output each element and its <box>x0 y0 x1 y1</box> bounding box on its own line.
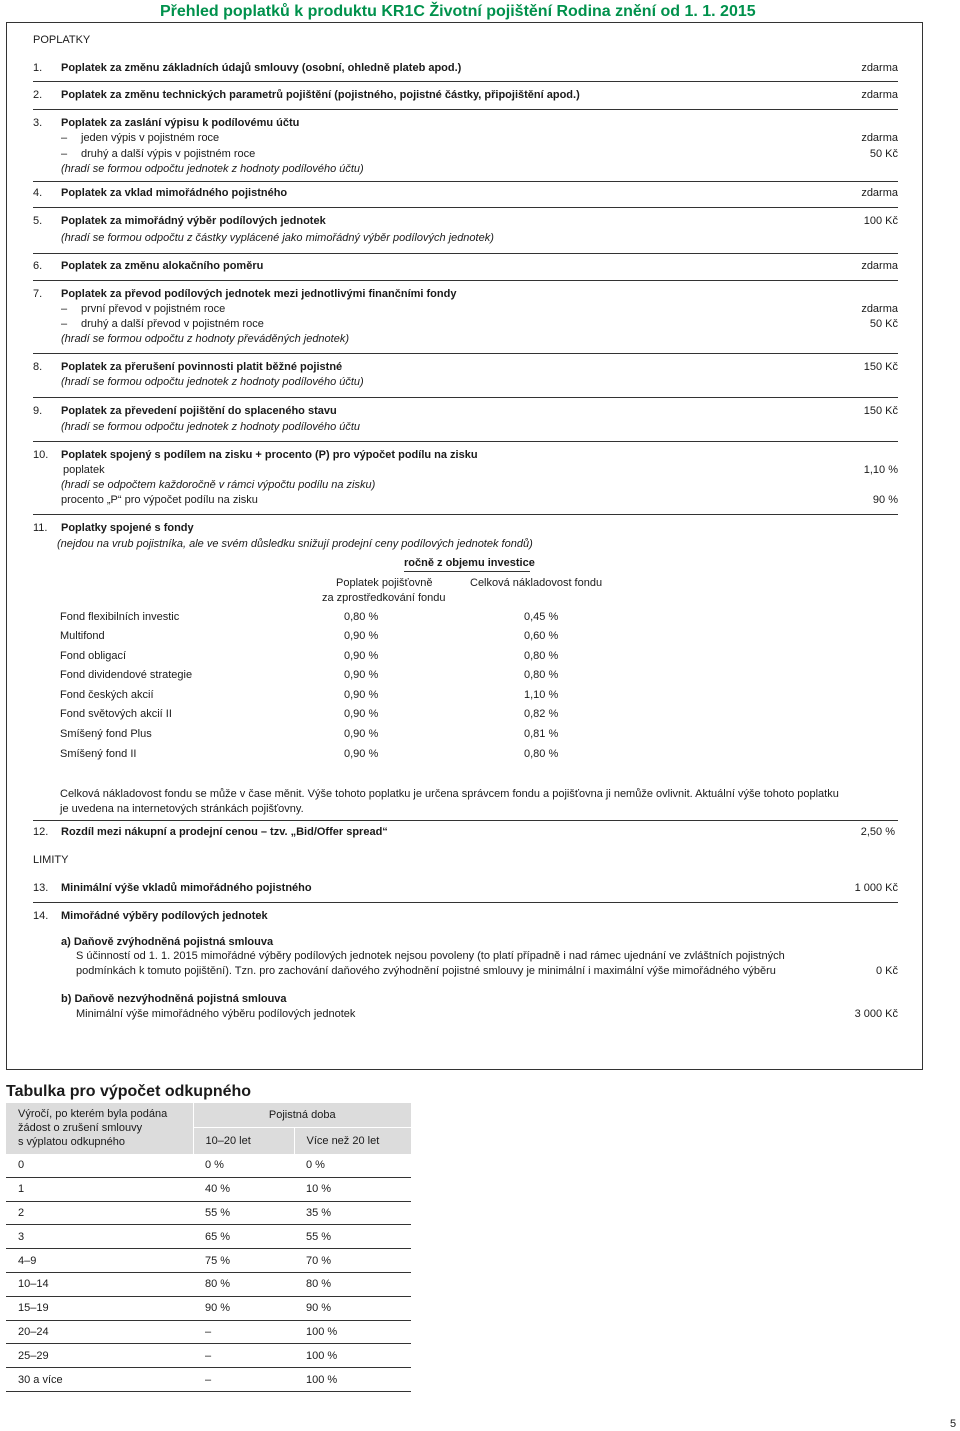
anniversary-cell: 30 a více <box>6 1368 193 1392</box>
fee-label: Poplatek za změnu technických parametrů pojištění (pojistného, pojistné částky, připojištění apod.) <box>61 89 580 101</box>
anniversary-cell: 20–24 <box>6 1320 193 1344</box>
fee-number: 12. <box>33 826 49 838</box>
fund-total: 1,10 % <box>524 689 559 701</box>
page-title: Přehled poplatků k produktu KR1C Životní pojištění Rodina znění od 1. 1. 2015 <box>160 3 756 20</box>
divider <box>33 280 898 281</box>
fee-sub-label: jeden výpis v pojistném roce <box>81 132 220 144</box>
fee-row-8 <box>33 361 898 375</box>
fund-fee: 0,90 % <box>344 708 379 720</box>
fee-label: Poplatek za převedení pojištění do splaceného stavu <box>61 405 337 417</box>
fee-note-text: (hradí se formou odpočtu z hodnoty převáděných jednotek) <box>61 333 350 345</box>
fee-number: 3. <box>33 117 43 129</box>
fee-note-text: (hradí se formou odpočtu z částky vyplácené jako mimořádný výběr podílových jednotek) <box>61 232 494 244</box>
fee-value: zdarma <box>861 187 898 199</box>
fee-label: Poplatky spojené s fondy <box>61 522 194 534</box>
fee-note <box>33 232 898 246</box>
fund-fee: 0,90 % <box>344 689 379 701</box>
fund-total: 0,81 % <box>524 728 559 740</box>
divider <box>33 109 898 110</box>
limit-sub-a-line2 <box>33 965 898 979</box>
fee-row-3 <box>33 117 898 131</box>
fund-fee: 0,90 % <box>344 650 379 662</box>
fund-name: Fond flexibilních investic <box>60 611 180 623</box>
fee-label: Poplatek za vklad mimořádného pojistného <box>61 187 288 199</box>
funds-group-header: ročně z objemu investice <box>404 557 535 569</box>
pct-10-20-cell: 80 % <box>193 1272 294 1296</box>
fee-label: Poplatek za zaslání výpisu k podílovému účtu <box>61 117 300 129</box>
fee-row-11 <box>33 522 898 536</box>
fund-total: 0,60 % <box>524 630 559 642</box>
pct-10-20-cell: 90 % <box>193 1296 294 1320</box>
limit-sub-a-line1 <box>33 950 898 964</box>
surrender-header-group: Pojistná doba <box>193 1103 411 1128</box>
fee-sub-label: první převod v pojistném roce <box>81 303 226 315</box>
page-number: 5 <box>950 1418 957 1430</box>
fee-label: Rozdíl mezi nákupní a prodejní cenou – tzv. „Bid/Offer spread“ <box>61 826 388 838</box>
anniversary-cell: 3 <box>6 1225 193 1249</box>
fund-row <box>60 669 560 683</box>
fee-value: 150 Kč <box>863 405 898 417</box>
fee-line-label: procento „P“ pro výpočet podílu na zisku <box>61 494 258 506</box>
limit-sub-a-title <box>33 936 898 950</box>
limit-number: 14. <box>33 910 49 922</box>
fee-row-1 <box>33 62 898 76</box>
anniversary-cell: 4–9 <box>6 1249 193 1273</box>
fund-fee: 0,90 % <box>344 728 379 740</box>
limit-text: Minimální výše mimořádného výběru podílových jednotek <box>76 1008 356 1020</box>
fund-name: Smíšený fond II <box>60 748 137 760</box>
anniversary-cell: 1 <box>6 1177 193 1201</box>
fee-label: Poplatek za mimořádný výběr podílových jednotek <box>61 215 326 227</box>
pct-over-20-cell: 80 % <box>294 1272 411 1296</box>
funds-col-fee-line1: Poplatek pojišťovně <box>336 577 433 589</box>
fund-name: Fond českých akcií <box>60 689 154 701</box>
fee-subrow: – jeden výpis v pojistném roce zdarma <box>61 132 898 144</box>
fund-name: Fond obligací <box>60 650 127 662</box>
divider <box>33 353 898 354</box>
fund-total: 0,45 % <box>524 611 559 623</box>
table-row <box>6 1225 411 1249</box>
limit-sub-title: a) Daňově zvýhodněná pojistná smlouva <box>61 936 274 948</box>
fee-sub-label: druhý a další převod v pojistném roce <box>81 318 264 330</box>
header-line: žádost o zrušení smlouvy <box>18 1122 143 1134</box>
pct-10-20-cell: 40 % <box>193 1177 294 1201</box>
pct-10-20-cell: – <box>193 1344 294 1368</box>
pct-over-20-cell: 90 % <box>294 1296 411 1320</box>
limit-sub-b-title <box>33 993 898 1007</box>
funds-note-line2: je uvedena na internetových stránkách pojišťovny. <box>60 803 304 815</box>
fund-fee: 0,90 % <box>344 630 379 642</box>
limit-label: Minimální výše vkladů mimořádného pojistného <box>61 882 312 894</box>
pct-10-20-cell: 65 % <box>193 1225 294 1249</box>
pct-10-20-cell: 75 % <box>193 1249 294 1273</box>
fee-row-4 <box>33 187 898 201</box>
funds-col-fee-line2: za zprostředkování fondu <box>322 592 446 604</box>
fund-name: Multifond <box>60 630 105 642</box>
fee-subrow: – první převod v pojistném roce zdarma <box>61 303 898 315</box>
pct-10-20-cell: 0 % <box>193 1154 294 1177</box>
fee-note-text: (hradí se formou odpočtu jednotek z hodnoty podílového účtu) <box>61 163 364 175</box>
fund-row <box>60 650 560 664</box>
anniversary-cell: 0 <box>6 1154 193 1177</box>
fund-row <box>60 611 560 625</box>
fee-row-10 <box>33 449 898 463</box>
pct-over-20-cell: 100 % <box>294 1344 411 1368</box>
fee-line <box>33 494 898 508</box>
fee-row-5 <box>33 215 898 229</box>
fee-note <box>33 421 898 435</box>
fee-value: zdarma <box>861 62 898 74</box>
fee-label: Poplatek za přerušení povinnosti platit běžné pojistné <box>61 361 343 373</box>
header-line: s výplatou odkupného <box>18 1136 126 1148</box>
surrender-header-10-20: 10–20 let <box>193 1128 294 1155</box>
fee-number: 5. <box>33 215 43 227</box>
divider <box>33 207 898 208</box>
surrender-header-anniversary <box>6 1103 193 1154</box>
fee-line <box>33 464 898 478</box>
fund-row <box>60 689 560 703</box>
fee-number: 8. <box>33 361 43 373</box>
divider <box>404 571 530 572</box>
fund-row <box>60 708 560 722</box>
fee-note <box>33 163 898 177</box>
limit-value: 1 000 Kč <box>854 882 898 894</box>
fee-number: 2. <box>33 89 43 101</box>
fund-total: 0,80 % <box>524 748 559 760</box>
anniversary-cell: 15–19 <box>6 1296 193 1320</box>
fee-label: Poplatek za změnu základních údajů smlouvy (osobní, ohledně plateb apod.) <box>61 62 462 74</box>
fee-row-12 <box>33 826 898 840</box>
fee-row-2 <box>33 89 898 103</box>
limit-text: S účinností od 1. 1. 2015 mimořádné výběry podílových jednotek nejsou povoleny (to platí případně i nad rámec ujednání ve zvláštních pojistných <box>76 950 785 962</box>
fund-name: Fond dividendové strategie <box>60 669 193 681</box>
table-row <box>6 1296 411 1320</box>
divider <box>33 514 898 515</box>
limit-text: podmínkách k tomuto pojištění). Tzn. pro zachování daňového zvýhodnění pojistné smlouvy je minimální i maximální výše mimořádného výběru <box>76 965 776 977</box>
divider <box>33 253 898 254</box>
divider <box>33 441 898 442</box>
pct-over-20-cell: 55 % <box>294 1225 411 1249</box>
limit-value: 0 Kč <box>875 965 898 977</box>
fee-value: zdarma <box>861 260 898 272</box>
limit-label: Mimořádné výběry podílových jednotek <box>61 910 268 922</box>
fund-fee: 0,90 % <box>344 669 379 681</box>
table-row <box>6 1272 411 1296</box>
fee-sub-label: druhý a další výpis v pojistném roce <box>81 148 256 160</box>
fee-note-text: (hradí se formou odpočtu jednotek z hodnoty podílového účtu <box>61 421 361 433</box>
funds-note-line1: Celková nákladovost fondu se může v čase měnit. Výše tohoto poplatku je určena správcem fondu a pojišťovna ji nemůže ovlivnit. Aktuální výše tohoto poplatku <box>60 788 839 800</box>
section-heading-limity: LIMITY <box>33 854 69 866</box>
fee-value: zdarma <box>861 89 898 101</box>
divider <box>33 181 898 182</box>
fee-number: 6. <box>33 260 43 272</box>
surrender-table-title: Tabulka pro výpočet odkupného <box>6 1083 252 1100</box>
divider <box>33 902 898 903</box>
funds-col-total: Celková nákladovost fondu <box>470 577 603 589</box>
fund-total: 0,80 % <box>524 650 559 662</box>
pct-over-20-cell: 0 % <box>294 1154 411 1177</box>
pct-over-20-cell: 100 % <box>294 1320 411 1344</box>
divider <box>33 820 898 821</box>
fund-row <box>60 630 560 644</box>
pct-10-20-cell: – <box>193 1368 294 1392</box>
table-row <box>6 1249 411 1273</box>
fee-note <box>33 376 898 390</box>
divider <box>33 397 898 398</box>
table-row <box>6 1154 411 1177</box>
fee-label: Poplatek za změnu alokačního poměru <box>61 260 264 272</box>
header-line: Výročí, po kterém byla podána <box>18 1108 168 1120</box>
table-row <box>6 1368 411 1392</box>
fee-number: 9. <box>33 405 43 417</box>
fund-name: Fond světových akcií II <box>60 708 172 720</box>
pct-over-20-cell: 10 % <box>294 1177 411 1201</box>
fee-number: 7. <box>33 288 43 300</box>
anniversary-cell: 2 <box>6 1201 193 1225</box>
fund-fee: 0,80 % <box>344 611 379 623</box>
fee-row-7 <box>33 288 898 302</box>
fee-note <box>33 333 898 347</box>
fee-note <box>33 538 898 552</box>
table-row <box>6 1344 411 1368</box>
pct-over-20-cell: 70 % <box>294 1249 411 1273</box>
table-row <box>6 1177 411 1201</box>
limit-row-14 <box>33 910 898 924</box>
limit-row-13 <box>33 882 898 896</box>
fund-fee: 0,90 % <box>344 748 379 760</box>
table-row <box>6 1320 411 1344</box>
fee-number: 1. <box>33 62 43 74</box>
fee-number: 10. <box>33 449 49 461</box>
fee-number: 4. <box>33 187 43 199</box>
pct-over-20-cell: 35 % <box>294 1201 411 1225</box>
surrender-table <box>6 1103 411 1392</box>
anniversary-cell: 10–14 <box>6 1272 193 1296</box>
fee-line-label: poplatek <box>63 464 105 476</box>
limit-value: 3 000 Kč <box>854 1008 898 1020</box>
section-heading-poplatky: POPLATKY <box>33 34 91 46</box>
fee-line-value: 1,10 % <box>863 464 898 476</box>
fund-name: Smíšený fond Plus <box>60 728 152 740</box>
fee-subrow: – druhý a další výpis v pojistném roce 50 Kč <box>61 148 898 160</box>
pct-10-20-cell: – <box>193 1320 294 1344</box>
fee-note <box>33 479 898 493</box>
fee-line-value: 90 % <box>872 494 898 506</box>
fee-row-6 <box>33 260 898 274</box>
fee-sub-value: zdarma <box>861 303 898 315</box>
pct-over-20-cell: 100 % <box>294 1368 411 1392</box>
fee-row-9 <box>33 405 898 419</box>
fee-label: Poplatek spojený s podílem na zisku + procento (P) pro výpočet podílu na zisku <box>61 449 478 461</box>
fee-value: 100 Kč <box>863 215 898 227</box>
fee-value: 150 Kč <box>863 361 898 373</box>
surrender-header-over-20: Více než 20 let <box>294 1128 411 1155</box>
fund-row <box>60 748 560 762</box>
fee-note-text: (hradí se formou odpočtu jednotek z hodnoty podílového účtu) <box>61 376 364 388</box>
fee-label: Poplatek za převod podílových jednotek mezi jednotlivými finančními fondy <box>61 288 457 300</box>
table-row <box>6 1201 411 1225</box>
fee-sub-value: 50 Kč <box>869 148 898 160</box>
limit-sub-b-line <box>33 1008 898 1022</box>
divider <box>33 81 898 82</box>
fee-note-text: (hradí se odpočtem každoročně v rámci výpočtu podílu na zisku) <box>61 479 376 491</box>
fee-number: 11. <box>33 522 48 534</box>
fund-total: 0,82 % <box>524 708 559 720</box>
fund-total: 0,80 % <box>524 669 559 681</box>
fund-row <box>60 728 560 742</box>
anniversary-cell: 25–29 <box>6 1344 193 1368</box>
fee-subrow: – druhý a další převod v pojistném roce 50 Kč <box>61 318 898 330</box>
pct-10-20-cell: 55 % <box>193 1201 294 1225</box>
limit-number: 13. <box>33 882 49 894</box>
fee-value: 2,50 % <box>860 826 895 838</box>
fee-note-text: (nejdou na vrub pojistníka, ale ve svém důsledku snižují prodejní ceny podílových jednotek fondů) <box>57 538 533 550</box>
limit-sub-title: b) Daňově nezvýhodněná pojistná smlouva <box>61 993 287 1005</box>
fee-sub-value: zdarma <box>861 132 898 144</box>
fee-sub-value: 50 Kč <box>869 318 898 330</box>
